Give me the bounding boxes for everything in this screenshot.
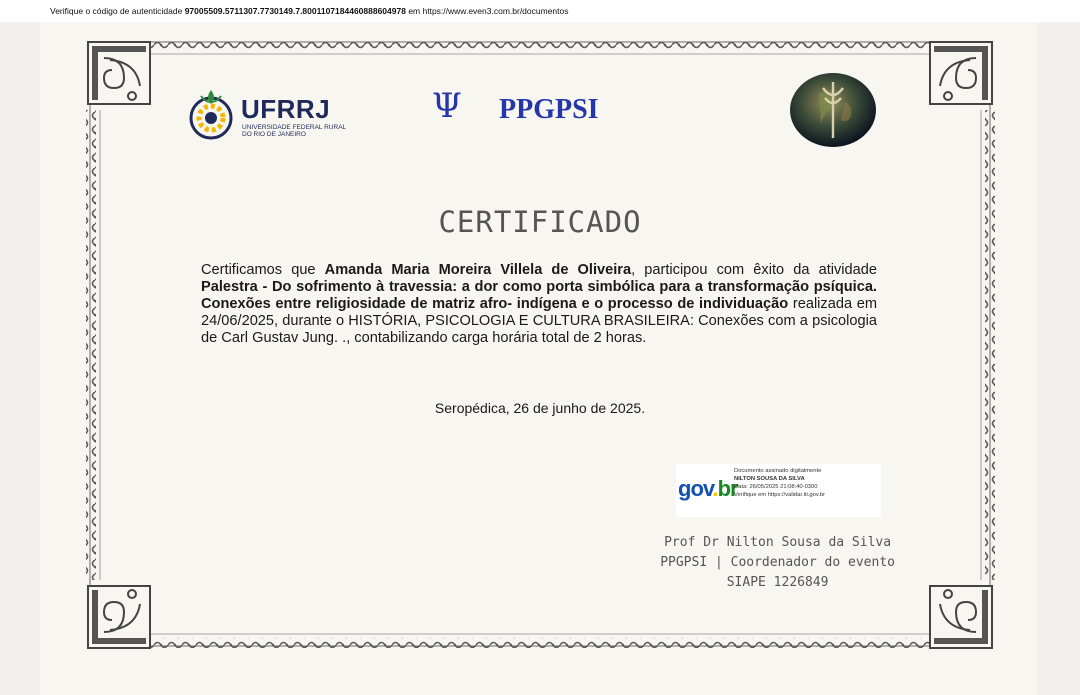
- verification-url[interactable]: em https://www.even3.com.br/documentos: [408, 6, 569, 16]
- signer-siape: SIAPE 1226849: [726, 575, 829, 590]
- govbr-sign-date: Data: 26/05/2025 21:08:40-0300: [734, 484, 818, 490]
- ufrrj-emblem-icon: [183, 86, 239, 144]
- govbr-signer-name: NILTON SOUSA DA SILVA: [734, 476, 805, 482]
- body-middle: , participou com êxito da atividade: [631, 262, 877, 278]
- govbr-logo: [678, 476, 738, 502]
- ppgpsi-logo: [428, 86, 628, 141]
- signature-block: [660, 533, 895, 593]
- verification-code: 97005509.5711307.7730149.7.8001107184460888604978: [184, 6, 406, 16]
- corner-ornament-bottom-right: [930, 586, 992, 648]
- govbr-info: [734, 467, 879, 499]
- govbr-logo-dot: .: [712, 476, 718, 501]
- ufrrj-logo: [183, 86, 353, 146]
- certificate-title: CERTIFICADO: [438, 205, 642, 239]
- ufrrj-name: UFRRJ: [241, 94, 331, 124]
- ufrrj-subtitle-line1: UNIVERSIDADE FEDERAL RURAL: [242, 124, 347, 131]
- verification-prefix: Verifique o código de autenticidade: [50, 6, 183, 16]
- participant-name: Amanda Maria Moreira Villela de Oliveira: [324, 262, 632, 278]
- activity-title: Palestra - Do sofrimento à travessia: a dor como porta simbólica para a transformação psíquica. Conexões entre religiosidade de matriz afro- indígena e o processo de individuação: [201, 279, 877, 312]
- govbr-digital-signature-stamp: [676, 464, 881, 517]
- govbr-logo-gov: gov: [678, 476, 713, 501]
- ufrrj-subtitle: [242, 124, 352, 138]
- corner-ornament-bottom-left: [88, 586, 150, 648]
- signer-role: PPGPSI | Coordenador do evento: [660, 555, 895, 570]
- corner-ornament-top-right: [930, 42, 992, 104]
- certificate-body: [201, 262, 877, 347]
- govbr-signed-label: Documento assinado digitalmente: [734, 468, 822, 474]
- ppgpsi-psi-mark-icon: Ψ: [432, 86, 462, 126]
- place-date: Seropédica, 26 de junho de 2025.: [434, 400, 646, 416]
- psychology-globe-emblem-icon: [789, 72, 877, 148]
- body-intro: Certificamos que: [201, 262, 325, 278]
- ppgpsi-name: PPGPSI: [499, 94, 599, 125]
- ufrrj-subtitle-line2: DO RIO DE JANEIRO: [242, 131, 306, 138]
- signer-name: Prof Dr Nilton Sousa da Silva: [664, 535, 892, 550]
- corner-ornament-top-left: [88, 42, 150, 104]
- govbr-verify-url[interactable]: Verifique em https://validar.iti.gov.br: [734, 492, 826, 498]
- body-details: realizada em 24/06/2025, durante o HISTÓRIA, PSICOLOGIA E CULTURA BRASILEIRA: Conexões com a psicologia de Carl Gustav Jung. ., contabilizando carga horária total de 2 horas.: [201, 296, 877, 346]
- govbr-logo-br: br: [717, 476, 738, 501]
